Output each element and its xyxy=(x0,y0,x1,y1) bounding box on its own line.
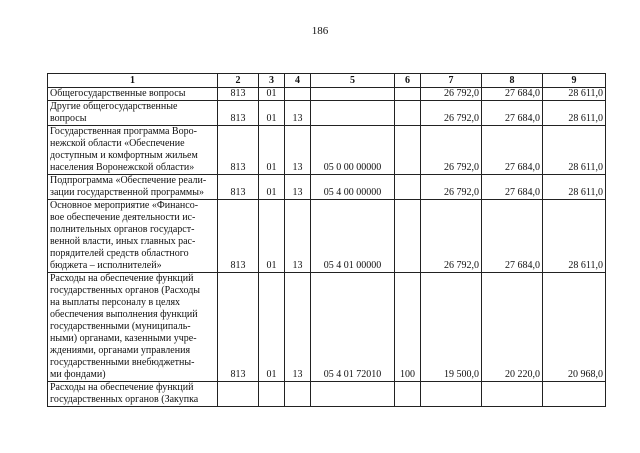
cell-target-article: 05 4 01 00000 xyxy=(311,200,395,273)
cell-amount-8: 27 684,0 xyxy=(482,101,543,126)
cell-ministry: 813 xyxy=(218,88,259,101)
cell-name-line: доступным и комфортным жильем xyxy=(50,150,198,161)
cell-amount-9 xyxy=(543,382,606,407)
cell-subsection: 13 xyxy=(285,273,311,382)
cell-ministry: 813 xyxy=(218,273,259,382)
col-header-5: 5 xyxy=(311,74,395,88)
col-header-3: 3 xyxy=(259,74,285,88)
cell-subsection: 13 xyxy=(285,101,311,126)
cell-subsection: 13 xyxy=(285,200,311,273)
cell-name-line: Расходы на обеспечение функций xyxy=(50,382,194,393)
cell-amount-8: 27 684,0 xyxy=(482,175,543,200)
table-row xyxy=(48,88,606,101)
cell-name-line: вое обеспечение деятельности ис- xyxy=(50,212,196,223)
cell-amount-9: 28 611,0 xyxy=(543,126,606,175)
cell-name-line: Подпрограмма «Обеспечение реали- xyxy=(50,175,207,186)
cell-amount-9: 28 611,0 xyxy=(543,88,606,101)
cell-amount-9: 28 611,0 xyxy=(543,175,606,200)
cell-subsection xyxy=(285,382,311,407)
budget-table xyxy=(47,73,606,407)
table-row xyxy=(48,175,606,200)
cell-amount-8: 27 684,0 xyxy=(482,126,543,175)
cell-name-line: Основное мероприятие «Финансо- xyxy=(50,200,199,211)
cell-target-article xyxy=(311,101,395,126)
cell-name-line: государственными (муниципаль- xyxy=(50,321,191,332)
table-row xyxy=(48,200,606,273)
cell-amount-7: 26 792,0 xyxy=(421,101,482,126)
col-header-1: 1 xyxy=(48,74,218,88)
table-body xyxy=(48,88,606,407)
cell-name-line: Государственная программа Воро- xyxy=(50,126,197,137)
cell-subsection xyxy=(285,88,311,101)
cell-name xyxy=(48,273,218,382)
cell-ministry: 813 xyxy=(218,200,259,273)
cell-target-article: 05 0 00 00000 xyxy=(311,126,395,175)
cell-section: 01 xyxy=(259,200,285,273)
cell-name-line: обеспечения выполнения функций xyxy=(50,309,198,320)
cell-expense-type xyxy=(395,101,421,126)
cell-amount-9: 28 611,0 xyxy=(543,200,606,273)
cell-name-line: зации государственной программы» xyxy=(50,187,204,198)
cell-name xyxy=(48,88,218,101)
col-header-6: 6 xyxy=(395,74,421,88)
col-header-8: 8 xyxy=(482,74,543,88)
cell-name xyxy=(48,101,218,126)
cell-name xyxy=(48,175,218,200)
cell-name xyxy=(48,382,218,407)
cell-amount-8 xyxy=(482,382,543,407)
cell-name-line: бюджета – исполнителей» xyxy=(50,260,162,271)
cell-section: 01 xyxy=(259,175,285,200)
cell-amount-7 xyxy=(421,382,482,407)
cell-ministry: 813 xyxy=(218,175,259,200)
cell-amount-7: 19 500,0 xyxy=(421,273,482,382)
cell-expense-type xyxy=(395,200,421,273)
cell-amount-7: 26 792,0 xyxy=(421,126,482,175)
cell-name-line: порядителей средств областного xyxy=(50,248,189,259)
cell-name-line: Другие общегосударственные xyxy=(50,101,178,112)
cell-amount-7: 26 792,0 xyxy=(421,175,482,200)
cell-expense-type: 100 xyxy=(395,273,421,382)
cell-name-line: государственных органов (Закупка xyxy=(50,394,199,405)
cell-expense-type xyxy=(395,88,421,101)
cell-ministry xyxy=(218,382,259,407)
cell-name xyxy=(48,200,218,273)
cell-expense-type xyxy=(395,126,421,175)
cell-target-article xyxy=(311,88,395,101)
cell-name-line: полнительных органов государст- xyxy=(50,224,195,235)
cell-amount-8: 27 684,0 xyxy=(482,200,543,273)
cell-name xyxy=(48,126,218,175)
cell-name-line: населения Воронежской области» xyxy=(50,162,195,173)
table-row xyxy=(48,382,606,407)
cell-target-article: 05 4 01 72010 xyxy=(311,273,395,382)
cell-name-line: Расходы на обеспечение функций xyxy=(50,273,194,284)
cell-name-line: Общегосударственные вопросы xyxy=(50,88,186,99)
cell-name-line: ными) органами, казенными учре- xyxy=(50,333,197,344)
cell-amount-9: 20 968,0 xyxy=(543,273,606,382)
cell-name-line: ждениями, органами управления xyxy=(50,345,191,356)
cell-expense-type xyxy=(395,382,421,407)
cell-section: 01 xyxy=(259,126,285,175)
cell-section: 01 xyxy=(259,273,285,382)
cell-name-line: государственных органов (Расходы xyxy=(50,285,201,296)
cell-ministry: 813 xyxy=(218,101,259,126)
cell-subsection: 13 xyxy=(285,126,311,175)
cell-name-line: на выплаты персоналу в целях xyxy=(50,297,181,308)
cell-name-line: государственными внебюджетны- xyxy=(50,357,195,368)
col-header-4: 4 xyxy=(285,74,311,88)
table-row xyxy=(48,273,606,382)
cell-subsection: 13 xyxy=(285,175,311,200)
cell-name-line: венной власти, иных главных рас- xyxy=(50,236,196,247)
header-row xyxy=(48,74,606,88)
cell-expense-type xyxy=(395,175,421,200)
cell-amount-8: 20 220,0 xyxy=(482,273,543,382)
cell-section xyxy=(259,382,285,407)
cell-target-article: 05 4 00 00000 xyxy=(311,175,395,200)
cell-target-article xyxy=(311,382,395,407)
cell-ministry: 813 xyxy=(218,126,259,175)
cell-section: 01 xyxy=(259,88,285,101)
cell-section: 01 xyxy=(259,101,285,126)
col-header-7: 7 xyxy=(421,74,482,88)
cell-amount-7: 26 792,0 xyxy=(421,88,482,101)
table-row xyxy=(48,126,606,175)
col-header-9: 9 xyxy=(543,74,606,88)
cell-name-line: вопросы xyxy=(50,113,87,124)
cell-name-line: нежской области «Обеспечение xyxy=(50,138,185,149)
cell-amount-9: 28 611,0 xyxy=(543,101,606,126)
table-row xyxy=(48,101,606,126)
cell-amount-7: 26 792,0 xyxy=(421,200,482,273)
col-header-2: 2 xyxy=(218,74,259,88)
page-number: 186 xyxy=(311,25,329,37)
cell-name-line: ми фондами) xyxy=(50,369,106,380)
cell-amount-8: 27 684,0 xyxy=(482,88,543,101)
